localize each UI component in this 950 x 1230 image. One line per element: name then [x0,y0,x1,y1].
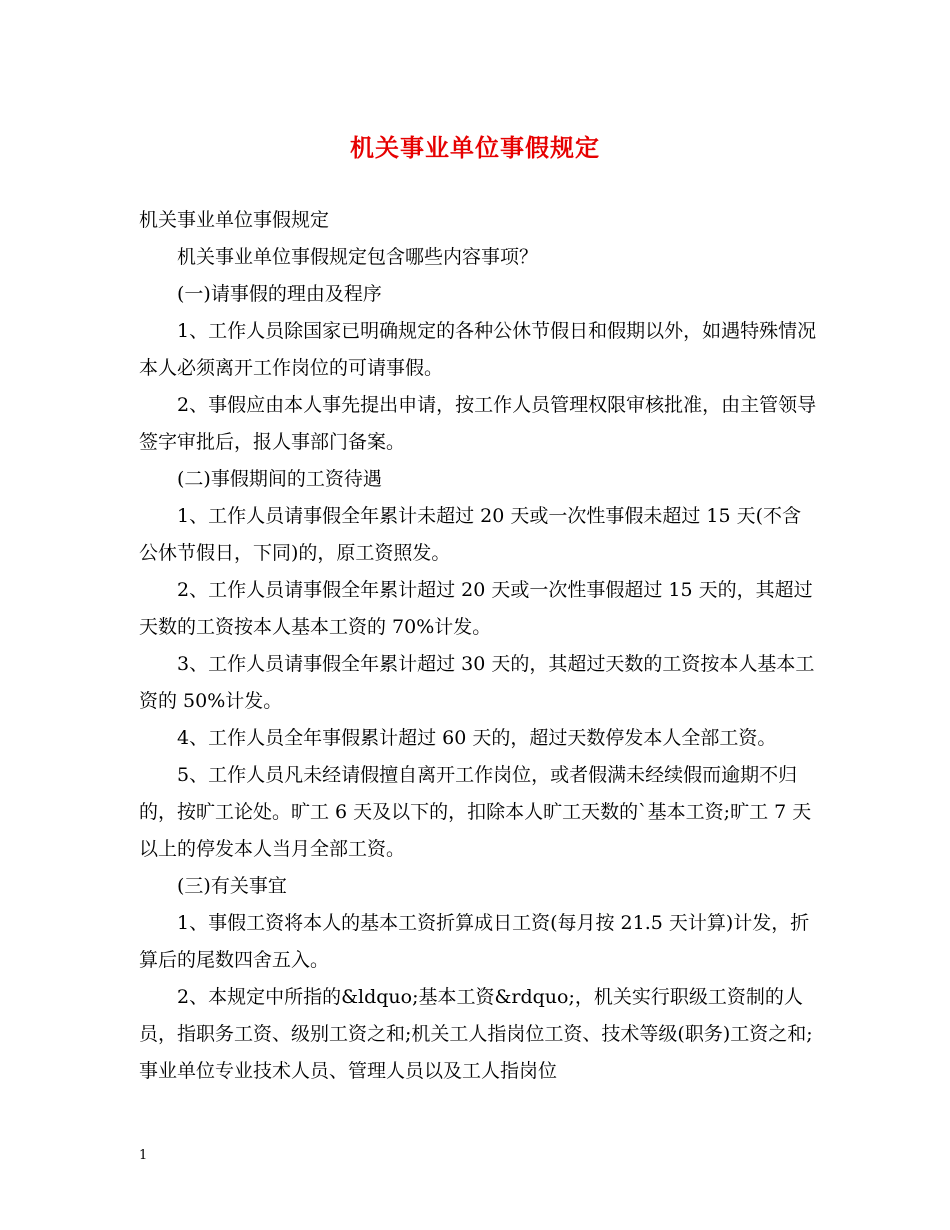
paragraph: 4、工作人员全年事假累计超过 60 天的，超过天数停发本人全部工资。 [177,727,777,749]
paragraph: 2、工作人员请事假全年累计超过 20 天或一次性事假超过 15 天的，其超过天数的工资按本人基本工资的 70%计发。 [139,579,813,638]
document-title: 机关事业单位事假规定 [350,134,600,162]
section-heading: (二)事假期间的工资待遇 [177,468,382,490]
paragraph: 2、事假应由本人事先提出申请，按工作人员管理权限审核批准，由主管领导签字审批后，报人事部门备案。 [139,394,817,453]
document-body [139,202,817,1090]
paragraph: 3、工作人员请事假全年累计超过 30 天的，其超过天数的工资按本人基本工资的 50%计发。 [139,653,815,712]
paragraph: 机关事业单位事假规定包含哪些内容事项？ [177,246,539,268]
paragraph: 机关事业单位事假规定 [139,209,330,231]
section-heading: (一)请事假的理由及程序 [177,283,382,305]
paragraph: 5、工作人员凡未经请假擅自离开工作岗位，或者假满未经续假而逾期不归的，按旷工论处。旷工 6 天及以下的，扣除本人旷工天数的`基本工资;旷工 7 天以上的停发本人当月全部工资。 [139,764,812,860]
page-number: 1 [139,1148,148,1163]
section-heading: (三)有关事宜 [177,875,287,897]
paragraph: 1、事假工资将本人的基本工资折算成日工资(每月按 21.5 天计算)计发，折算后的尾数四舍五入。 [139,912,810,971]
paragraph: 1、工作人员除国家已明确规定的各种公休节假日和假期以外，如遇特殊情况本人必须离开工作岗位的可请事假。 [139,320,817,379]
paragraph: 2、本规定中所指的&ldquo;基本工资&rdquo;，机关实行职级工资制的人员，指职务工资、级别工资之和;机关工人指岗位工资、技术等级(职务)工资之和;事业单位专业技术人员、管理人员以及工人指岗位 [139,986,813,1082]
paragraph: 1、工作人员请事假全年累计未超过 20 天或一次性事假未超过 15 天(不含公休节假日，下同)的，原工资照发。 [139,505,802,564]
